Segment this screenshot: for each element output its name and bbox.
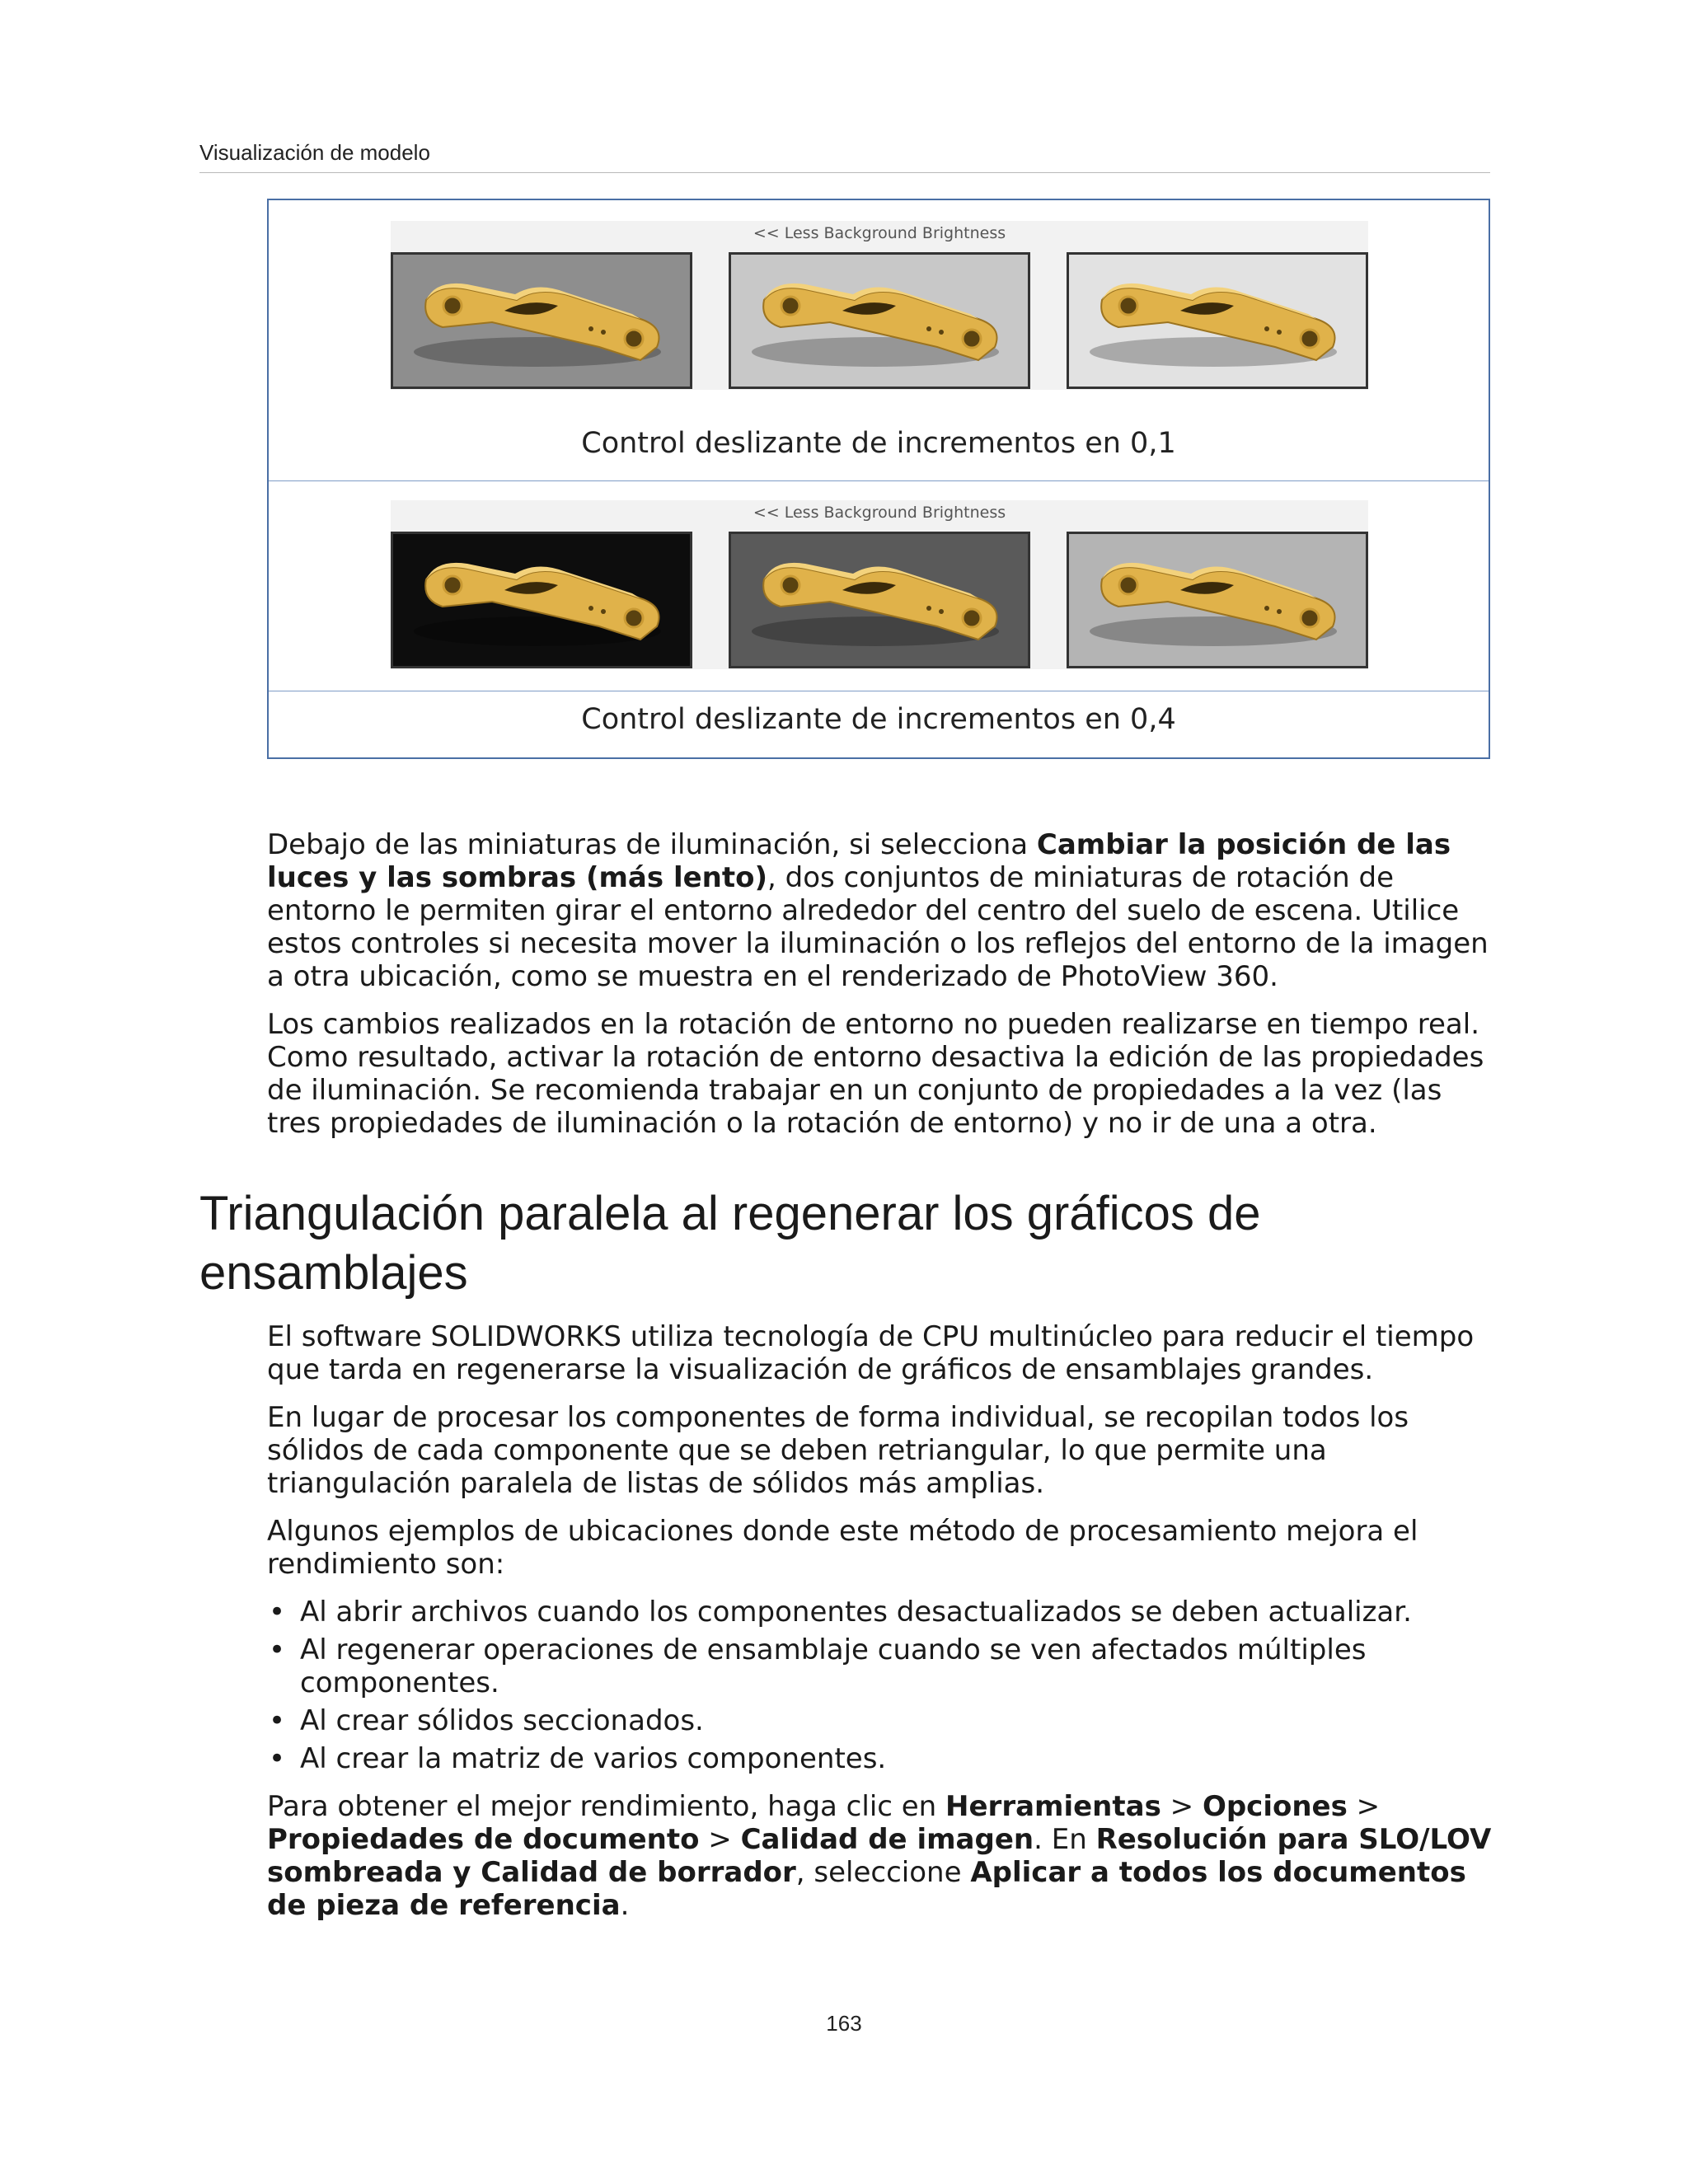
bracket-part-render [393,255,690,387]
figure-caption: Control deslizante de incrementos en 0,1 [581,427,1176,460]
bracket-part-render [1069,534,1366,666]
page-number: 163 [826,2011,862,2036]
figure-row-1 [269,200,1489,481]
thumbnail-strip [391,500,1368,669]
figure-table [267,199,1490,759]
paragraph: Los cambios realizados en la rotación de entorno no pueden realizarse en tiempo real. Como resultado, activar la rotación de entorno desactiva la edición de las propiedades de iluminación. Se recomienda trabajar en un conjunto de propiedades a la vez (las tres propiedades de iluminación o la rotación de entorno) y no ir de una a otra. [267,1008,1484,1140]
thumbnail-image [729,532,1030,668]
running-header: Visualización de modelo [199,140,1490,173]
thumbnail-image [1067,252,1368,389]
section-body [267,1320,1495,1937]
list-item: • Al crear sólidos seccionados. [269,1704,704,1737]
thumbnail-image [391,532,692,668]
thumbnail-image [391,252,692,389]
bullet-icon: • [269,1704,286,1737]
thumbnail-image [729,252,1030,389]
bullet-list [267,1596,1495,1775]
paragraph: En lugar de procesar los componentes de forma individual, se recopilan todos los sólidos de cada componente que se deben retriangular, lo que permite una triangulación paralela de listas de sólidos más amplias. [267,1401,1409,1500]
bullet-icon: • [269,1633,286,1666]
list-item: • Al crear la matriz de varios componentes. [269,1742,887,1775]
bracket-part-render [731,534,1028,666]
section-title: Triangulación paralela al regenerar los gráficos de ensamblajes [199,1187,1261,1300]
strip-label: << Less Background Brightness [753,504,1006,522]
paragraph: El software SOLIDWORKS utiliza tecnología de CPU multinúcleo para reducir el tiempo que tarda en regenerarse la visualización de gráficos de ensamblajes grandes. [267,1320,1475,1386]
figure-caption: Control deslizante de incrementos en 0,4 [581,703,1176,736]
list-item: • Al abrir archivos cuando los componentes desactualizados se deben actualizar. [269,1596,1412,1629]
bracket-part-render [731,255,1028,387]
figure-row-2 [269,480,1489,759]
thumbnail-image [1067,532,1368,668]
bracket-part-render [393,534,690,666]
bullet-icon: • [269,1742,286,1775]
paragraph: Algunos ejemplos de ubicaciones donde este método de procesamiento mejora el rendimiento son: [267,1515,1418,1581]
thumbnail-strip [391,221,1368,390]
intro-text [267,828,1495,1155]
paragraph: Debajo de las miniaturas de iluminación, si selecciona Cambiar la posición de las luces y las sombras (más lento), dos conjuntos de miniaturas de rotación de entorno le permiten girar el entorno alrededor del centro del suelo de escena. Utilice estos controles si necesita mover la iluminación o los reflejos del entorno de la imagen a otra ubicación, como se muestra en el renderizado de PhotoView 360. [267,828,1489,993]
bracket-part-render [1069,255,1366,387]
paragraph: Para obtener el mejor rendimiento, haga clic en Herramientas > Opciones > Propiedades de documento > Calidad de imagen. En Resolución para SLO/LOV sombreada y Calidad de borrador, seleccione Aplicar a todos los documentos de pieza de referencia. [267,1790,1492,1922]
strip-label: << Less Background Brightness [753,224,1006,242]
list-item: • Al regenerar operaciones de ensamblaje cuando se ven afectados múltiples componentes. [269,1633,1367,1699]
bullet-icon: • [269,1596,286,1629]
